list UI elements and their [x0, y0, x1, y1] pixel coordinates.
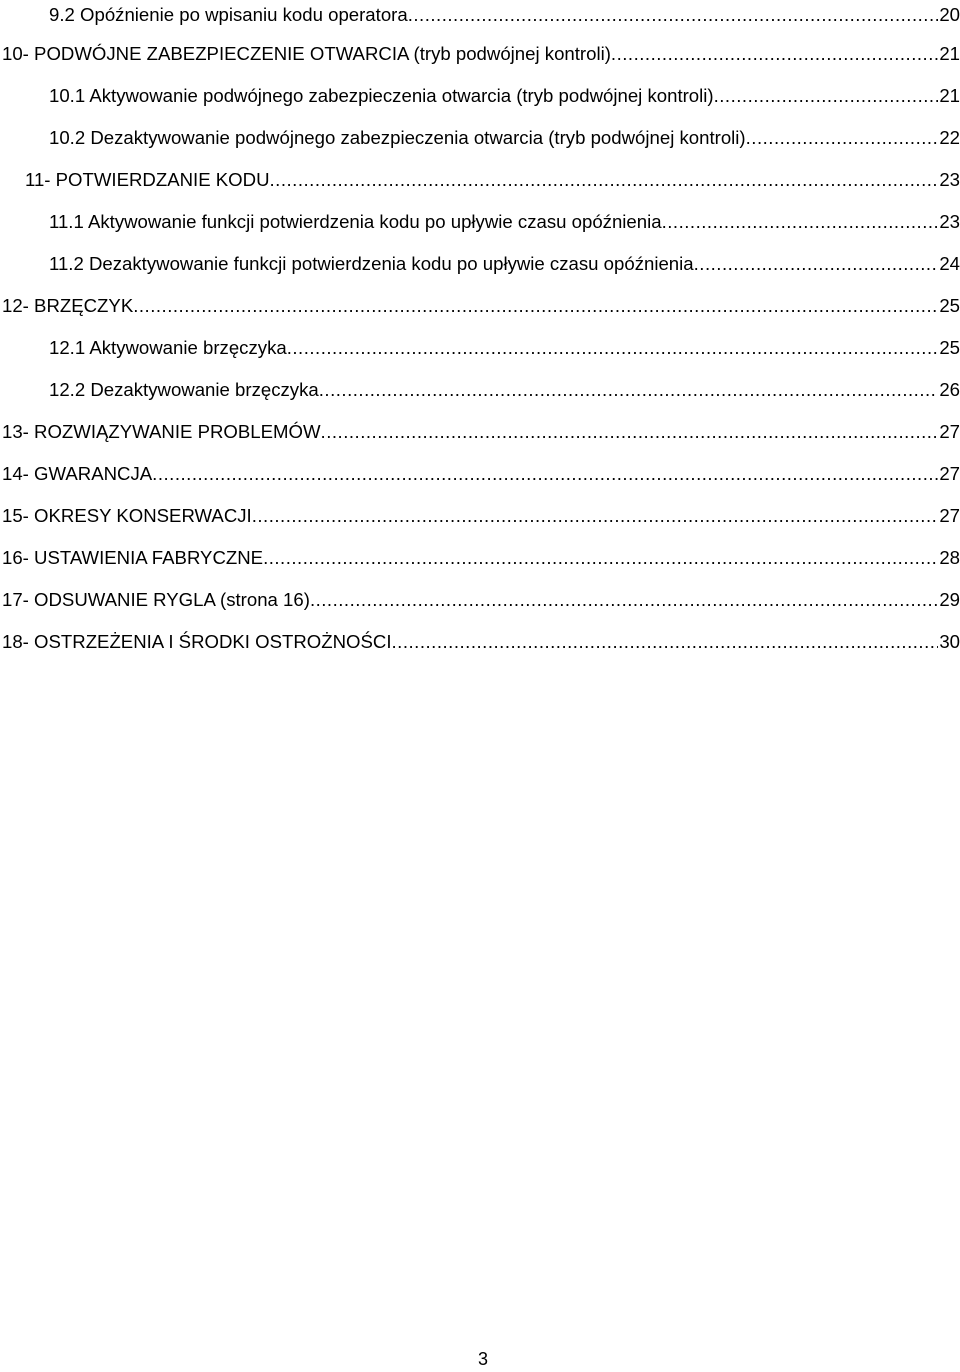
toc-leader-dots [152, 459, 938, 489]
toc-entry-label: 10- PODWÓJNE ZABEZPIECZENIE OTWARCIA (tryb podwójnej kontroli) [2, 43, 611, 64]
toc-entry[interactable] [0, 39, 960, 69]
toc-leader-dots [287, 333, 939, 363]
toc-entry-label: 16- USTAWIENIA FABRYCZNE [2, 547, 264, 568]
toc-entry-page: 29 [939, 589, 960, 610]
toc-entry-page: 26 [939, 379, 960, 400]
toc-leader-dots [252, 501, 939, 531]
toc-entry-page: 27 [939, 463, 960, 484]
toc-entry-page: 24 [939, 253, 960, 274]
toc-entry[interactable] [0, 627, 960, 657]
toc-entry[interactable] [0, 585, 960, 615]
toc-leader-dots [746, 123, 939, 153]
toc-leader-dots [321, 417, 939, 447]
toc-leader-dots [714, 81, 939, 111]
toc-entry-label: 9.2 Opóźnienie po wpisaniu kodu operatora [49, 4, 408, 25]
toc-leader-dots [408, 0, 939, 30]
toc-entry[interactable] [0, 543, 960, 573]
toc-entry[interactable] [0, 81, 960, 111]
toc-leader-dots [270, 165, 939, 195]
toc-entry-label: 12.2 Dezaktywowanie brzęczyka [49, 379, 319, 400]
toc-entry-page: 21 [939, 85, 960, 106]
toc-entry[interactable] [0, 123, 960, 153]
toc-entry[interactable] [0, 207, 960, 237]
toc-entry-label: 14- GWARANCJA [2, 463, 153, 484]
toc-leader-dots [694, 249, 939, 279]
toc-entry-label: 10.2 Dezaktywowanie podwójnego zabezpieczenia otwarcia (tryb podwójnej kontroli) [49, 127, 746, 148]
toc-leader-dots [662, 207, 939, 237]
toc-leader-dots [263, 543, 938, 573]
toc-entry[interactable] [0, 291, 960, 321]
toc-entry-page: 20 [939, 4, 960, 25]
toc-entry-page: 28 [939, 547, 960, 568]
toc-leader-dots [611, 39, 938, 69]
toc-entry[interactable] [0, 165, 960, 195]
toc-entry-page: 30 [939, 631, 960, 652]
toc-leader-dots [133, 291, 938, 321]
toc-leader-dots [392, 627, 939, 657]
toc-entry-label: 12.1 Aktywowanie brzęczyka [49, 337, 287, 358]
toc-entry-page: 23 [939, 169, 960, 190]
toc-entry-page: 21 [939, 43, 960, 64]
toc-entry-label: 11- POTWIERDZANIE KODU [25, 169, 270, 190]
toc-entry-label: 11.2 Dezaktywowanie funkcji potwierdzenia kodu po upływie czasu opóźnienia [49, 253, 694, 274]
toc-entry-label: 18- OSTRZEŻENIA I ŚRODKI OSTROŻNOŚCI [2, 631, 392, 652]
toc-entry-page: 27 [939, 505, 960, 526]
toc-entry[interactable] [0, 0, 960, 30]
toc-entry-page: 23 [939, 211, 960, 232]
toc-entry-label: 17- ODSUWANIE RYGLA (strona 16) [2, 589, 310, 610]
page-number: 3 [477, 1349, 488, 1369]
toc-entry-label: 13- ROZWIĄZYWANIE PROBLEMÓW [2, 421, 321, 442]
toc-leader-dots [319, 375, 939, 405]
toc-entry-label: 15- OKRESY KONSERWACJI [2, 505, 252, 526]
toc-entry-page: 25 [939, 337, 960, 358]
toc-entry[interactable] [0, 417, 960, 447]
toc-entry[interactable] [0, 459, 960, 489]
toc-entry-label: 11.1 Aktywowanie funkcji potwierdzenia kodu po upływie czasu opóźnienia [49, 211, 662, 232]
toc-entry-page: 27 [939, 421, 960, 442]
toc-entry-label: 10.1 Aktywowanie podwójnego zabezpieczenia otwarcia (tryb podwójnej kontroli) [49, 85, 714, 106]
toc-entry[interactable] [0, 375, 960, 405]
toc-entry-page: 25 [939, 295, 960, 316]
toc-entry[interactable] [0, 333, 960, 363]
toc-entry-page: 22 [939, 127, 960, 148]
toc-entry[interactable] [0, 249, 960, 279]
toc-entry[interactable] [0, 501, 960, 531]
toc-entry-label: 12- BRZĘCZYK [2, 295, 134, 316]
toc-leader-dots [310, 585, 938, 615]
